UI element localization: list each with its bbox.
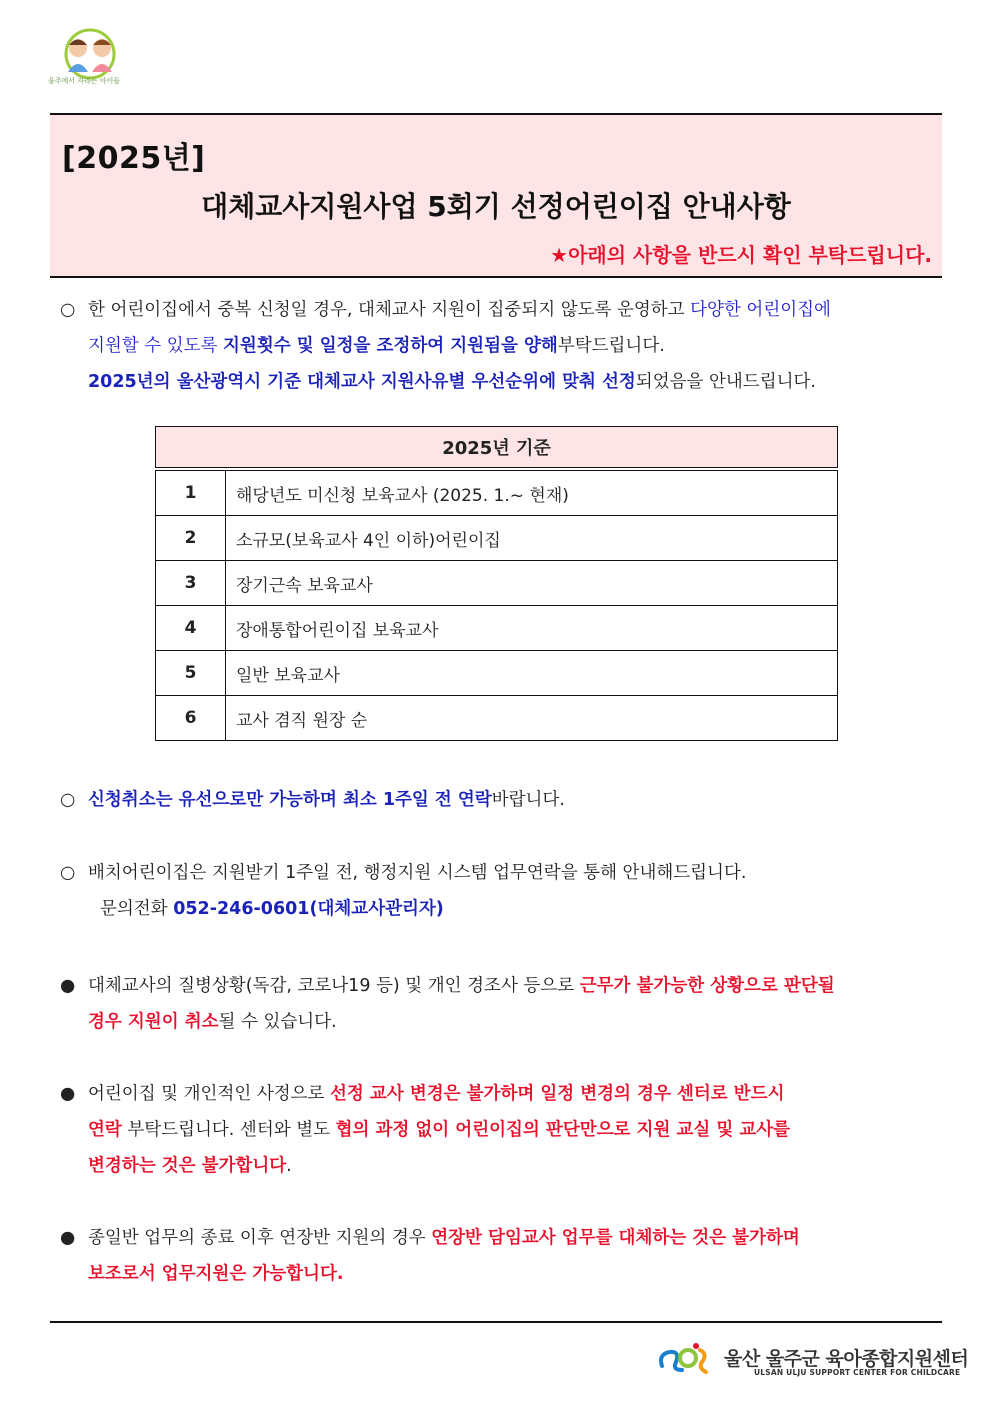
year-title: [2025년] bbox=[62, 141, 206, 176]
table-row: 1 해당년도 미신청 보육교사 (2025. 1.~ 현재) bbox=[156, 471, 838, 516]
table-row: 6 교사 겸직 원장 순 bbox=[156, 696, 838, 741]
table-row: 5 일반 보육교사 bbox=[156, 651, 838, 696]
priority-table bbox=[155, 426, 838, 741]
filled-bullet: ● bbox=[60, 1084, 76, 1104]
notice-text: ★아래의 사항을 반드시 확인 부탁드립니다. bbox=[550, 243, 932, 267]
circle-bullet: ○ bbox=[60, 863, 76, 883]
illness-paragraph: ● 대체교사의 질병상황(독감, 코로나19 등) 및 개인 경조사 등으로 근무가 불가능한 상황으로 판단될 경우 지원이 취소될 수 있습니다. bbox=[60, 968, 935, 1040]
contact-phone: 052-246-0601(대체교사관리자) bbox=[173, 899, 444, 919]
page-title: 대체교사지원사업 5회기 선정어린이집 안내사항 bbox=[201, 190, 791, 223]
circle-bullet: ○ bbox=[60, 790, 76, 810]
change-paragraph: ● 어린이집 및 개인적인 사정으로 선정 교사 변경은 불가하며 일정 변경의 경우 센터로 반드시 연락 부탁드립니다. 센터와 별도 협의 과정 없이 어린이집의 판단만으로 지원 교실 및 교사를 변경하는 것은 불가합니다. bbox=[60, 1076, 935, 1184]
footer-center-name: 울산 울주군 육아종합지원센터 bbox=[724, 1348, 969, 1370]
header-box bbox=[50, 113, 942, 278]
table-row: 3 장기근속 보육교사 bbox=[156, 561, 838, 606]
table-row: 2 소규모(보육교사 4인 이하)어린이집 bbox=[156, 516, 838, 561]
priority-table-header: 2025년 기준 bbox=[156, 427, 838, 468]
filled-bullet: ● bbox=[60, 976, 76, 996]
center-footer-logo-icon bbox=[656, 1340, 716, 1378]
logo-caption: 울주에서 자라는 아이들 bbox=[48, 77, 121, 85]
footer-divider bbox=[50, 1321, 942, 1323]
cancel-paragraph: ○ 신청취소는 유선으로만 가능하며 최소 1주일 전 연락바랍니다. bbox=[60, 782, 935, 818]
footer-center-name-en: ULSAN ULJU SUPPORT CENTER FOR CHILDCARE bbox=[754, 1368, 961, 1377]
extended-paragraph: ● 종일반 업무의 종료 이후 연장반 지원의 경우 연장반 담임교사 업무를 대체하는 것은 불가하며 보조로서 업무지원은 가능합니다. bbox=[60, 1220, 935, 1292]
placement-paragraph: ○ 배치어린이집은 지원받기 1주일 전, 행정지원 시스템 업무연락을 통해 안내해드립니다. 문의전화 052-246-0601(대체교사관리자) bbox=[60, 855, 935, 927]
intro-paragraph: ○ 한 어린이집에서 중복 신청일 경우, 대체교사 지원이 집중되지 않도록 운영하고 다양한 어린이집에 지원할 수 있도록 지원횟수 및 일정을 조정하여 지원됨을 양해부탁드립니다. 2025년의 울산광역시 기준 대체교사 지원사유별 우선순위에 맞춰 선정되었음을 안내드립니다. bbox=[60, 292, 935, 400]
filled-bullet: ● bbox=[60, 1228, 76, 1248]
circle-bullet: ○ bbox=[60, 300, 76, 320]
table-row: 4 장애통합어린이집 보육교사 bbox=[156, 606, 838, 651]
